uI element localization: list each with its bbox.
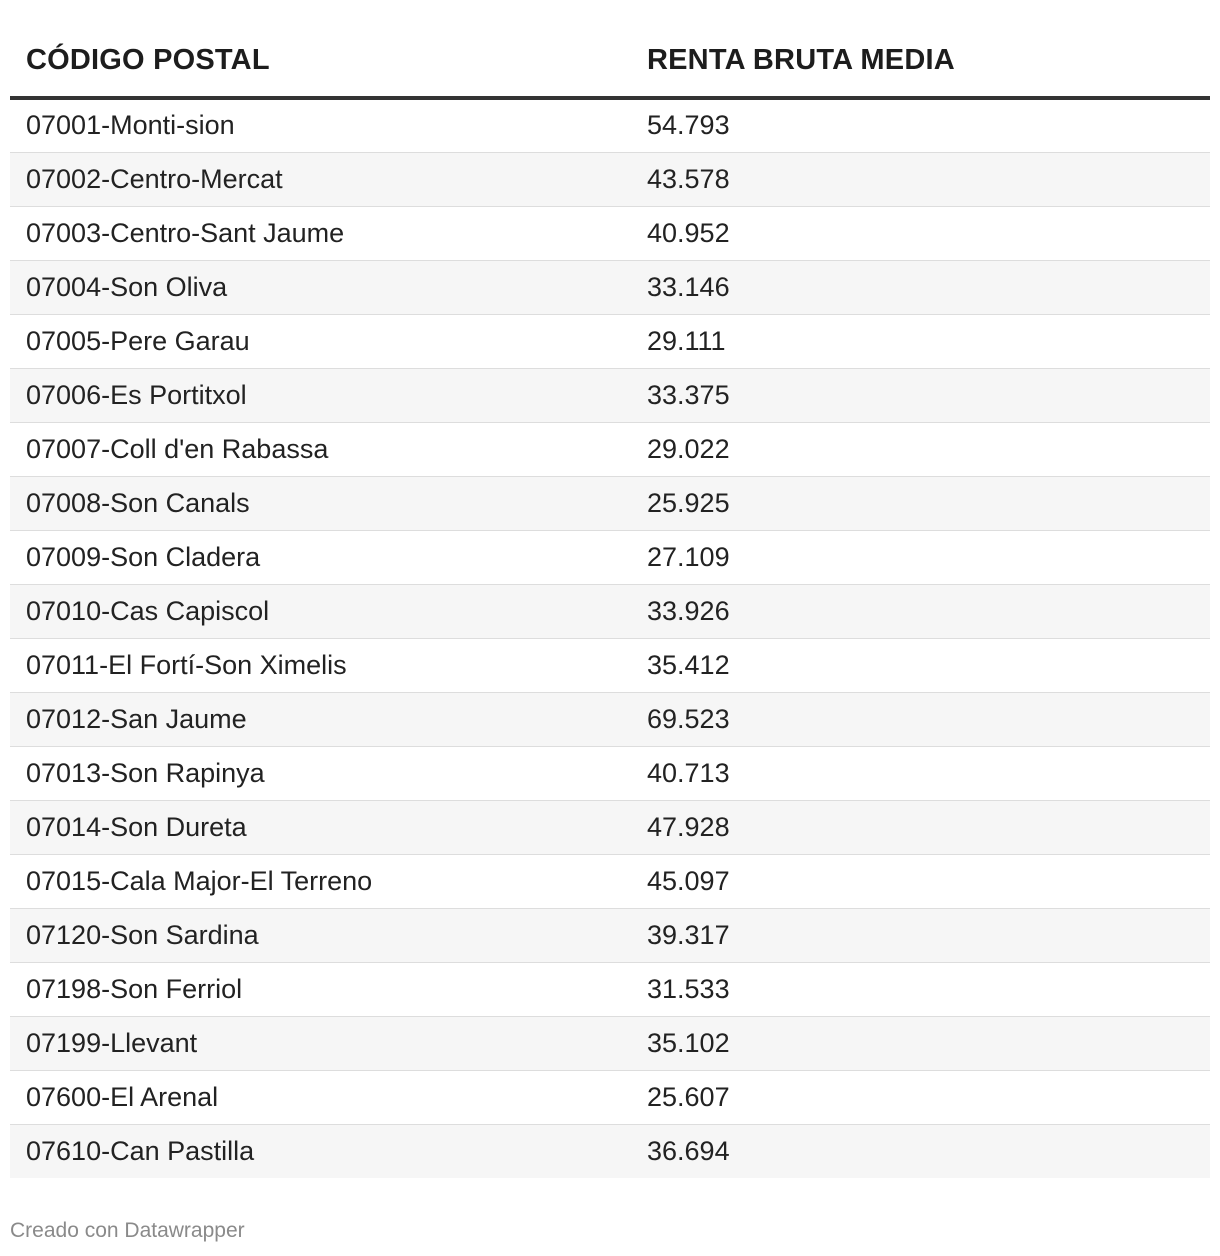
table-row [10,152,1210,206]
table-row [10,260,1210,314]
table-row [10,368,1210,422]
cell-postal-code: 07015-Cala Major-El Terreno [10,854,631,908]
table-row [10,638,1210,692]
cell-income-value: 40.952 [631,206,1210,260]
table-row [10,1070,1210,1124]
data-table [10,0,1210,1178]
cell-income-value: 35.412 [631,638,1210,692]
cell-postal-code: 07011-El Fortí-Son Ximelis [10,638,631,692]
cell-postal-code: 07005-Pere Garau [10,314,631,368]
table-row [10,800,1210,854]
cell-income-value: 33.926 [631,584,1210,638]
cell-postal-code: 07198-Son Ferriol [10,962,631,1016]
cell-income-value: 47.928 [631,800,1210,854]
table-row [10,476,1210,530]
cell-postal-code: 07001-Monti-sion [10,98,631,152]
table-row [10,584,1210,638]
column-header-renta-bruta-media[interactable]: RENTA BRUTA MEDIA [631,0,1210,98]
table-row [10,962,1210,1016]
cell-income-value: 40.713 [631,746,1210,800]
table-row [10,692,1210,746]
data-table-container [10,0,1210,1178]
table-row [10,1124,1210,1178]
cell-income-value: 35.102 [631,1016,1210,1070]
table-row [10,98,1210,152]
cell-income-value: 39.317 [631,908,1210,962]
cell-postal-code: 07006-Es Portitxol [10,368,631,422]
cell-postal-code: 07013-Son Rapinya [10,746,631,800]
table-row [10,422,1210,476]
cell-postal-code: 07004-Son Oliva [10,260,631,314]
table-header [10,0,1210,98]
cell-income-value: 43.578 [631,152,1210,206]
column-header-codigo-postal[interactable]: CÓDIGO POSTAL [10,0,631,98]
table-row [10,1016,1210,1070]
cell-income-value: 25.925 [631,476,1210,530]
datawrapper-credit[interactable]: Creado con Datawrapper [10,1219,245,1242]
table-row [10,746,1210,800]
cell-postal-code: 07009-Son Cladera [10,530,631,584]
cell-income-value: 33.375 [631,368,1210,422]
cell-postal-code: 07199-Llevant [10,1016,631,1070]
cell-income-value: 69.523 [631,692,1210,746]
table-row [10,314,1210,368]
table-header-row [10,0,1210,98]
cell-postal-code: 07120-Son Sardina [10,908,631,962]
table-body [10,98,1210,1178]
cell-postal-code: 07012-San Jaume [10,692,631,746]
cell-income-value: 29.111 [631,314,1210,368]
cell-postal-code: 07014-Son Dureta [10,800,631,854]
cell-postal-code: 07600-El Arenal [10,1070,631,1124]
cell-income-value: 25.607 [631,1070,1210,1124]
cell-income-value: 45.097 [631,854,1210,908]
cell-postal-code: 07010-Cas Capiscol [10,584,631,638]
table-row [10,530,1210,584]
cell-income-value: 29.022 [631,422,1210,476]
table-row [10,206,1210,260]
cell-postal-code: 07003-Centro-Sant Jaume [10,206,631,260]
cell-postal-code: 07008-Son Canals [10,476,631,530]
cell-postal-code: 07610-Can Pastilla [10,1124,631,1178]
cell-income-value: 54.793 [631,98,1210,152]
cell-postal-code: 07002-Centro-Mercat [10,152,631,206]
table-row [10,908,1210,962]
cell-postal-code: 07007-Coll d'en Rabassa [10,422,631,476]
cell-income-value: 31.533 [631,962,1210,1016]
cell-income-value: 36.694 [631,1124,1210,1178]
cell-income-value: 27.109 [631,530,1210,584]
cell-income-value: 33.146 [631,260,1210,314]
table-row [10,854,1210,908]
